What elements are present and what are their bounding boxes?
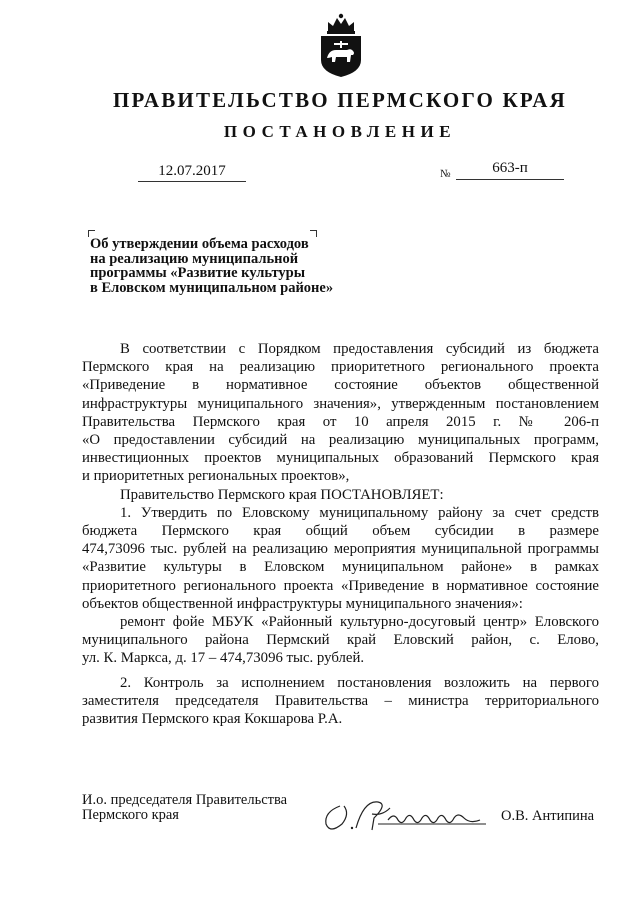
- body-line: Правительство Пермского края ПОСТАНОВЛЯЕТ:: [120, 486, 444, 503]
- signer-name: О.В. Антипина: [501, 808, 595, 824]
- body-line: бюджета Пермского края общий объем субсидии в размере: [82, 523, 599, 540]
- body-line: ремонт фойе МБУК «Районный культурно-досуговый центр» Еловского: [120, 614, 599, 631]
- decree-body: [82, 340, 599, 728]
- number-label: №: [440, 168, 451, 180]
- body-line: муниципального района Пермский край Еловский район, с. Елово,: [82, 632, 599, 649]
- body-line: заместителя председателя Правительства – министра территориального: [82, 692, 599, 709]
- coat-of-arms-icon: [316, 12, 366, 78]
- body-line: объектов общественной инфраструктуры муниципального значения»:: [82, 595, 523, 612]
- body-line: инвестиционных проектов муниципальных образований Пермского края: [82, 450, 599, 467]
- body-line: Правительства Пермского края от 10 апреля 2015 г. № 206-п: [82, 413, 599, 430]
- decree-subject: [90, 237, 350, 295]
- body-line: приоритетного регионального проекта «Приведение в нормативное состояние: [82, 577, 599, 594]
- subject-line: на реализацию муниципальной: [90, 250, 299, 267]
- body-line: «Развитие культуры в Еловском муниципальном районе» в рамках: [82, 559, 599, 576]
- subject-line: программы «Развитие культуры: [90, 265, 306, 281]
- body-line: В соответствии с Порядком предоставления субсидий из бюджета: [120, 341, 599, 357]
- body-line: 2. Контроль за исполнением постановления возложить на первого: [120, 674, 599, 691]
- government-title: ПРАВИТЕЛЬСТВО ПЕРМСКОГО КРАЯ: [112, 88, 567, 112]
- body-line: 474,73096 тыс. рублей на реализацию мероприятия муниципальной программы: [82, 541, 599, 558]
- body-line: и приоритетных региональных проектов»,: [82, 468, 350, 485]
- subject-corner-right: [310, 230, 317, 237]
- signer-position-line: И.о. председателя Правительства: [82, 792, 288, 808]
- body-line: ул. К. Маркса, д. 17 – 474,73096 тыс. рублей.: [82, 650, 365, 667]
- body-line: Пермского края на реализацию приоритетного регионального проекта: [82, 359, 599, 376]
- handwritten-signature: [318, 794, 498, 838]
- body-line: инфраструктуры муниципального значения», утвержденным постановлением: [82, 395, 599, 412]
- body-line: 1. Утвердить по Еловскому муниципальному району за счет средств: [120, 504, 599, 521]
- body-line: развития Пермского края Кокшарова Р.А.: [82, 711, 343, 728]
- body-line: «О предоставлении субсидий на реализацию муниципальных программ,: [82, 432, 599, 449]
- body-line: «Приведение в нормативное состояние объектов общественной: [82, 377, 599, 394]
- document-type: ПОСТАНОВЛЕНИЕ: [223, 122, 457, 141]
- subject-line: в Еловском муниципальном районе»: [90, 279, 334, 296]
- decree-number: 663-п: [456, 160, 564, 180]
- signer-position-line: Пермского края: [82, 807, 179, 823]
- signer-position: [82, 793, 287, 823]
- decree-date: 12.07.2017: [138, 163, 246, 182]
- subject-line: Об утверждении объема расходов: [90, 236, 309, 252]
